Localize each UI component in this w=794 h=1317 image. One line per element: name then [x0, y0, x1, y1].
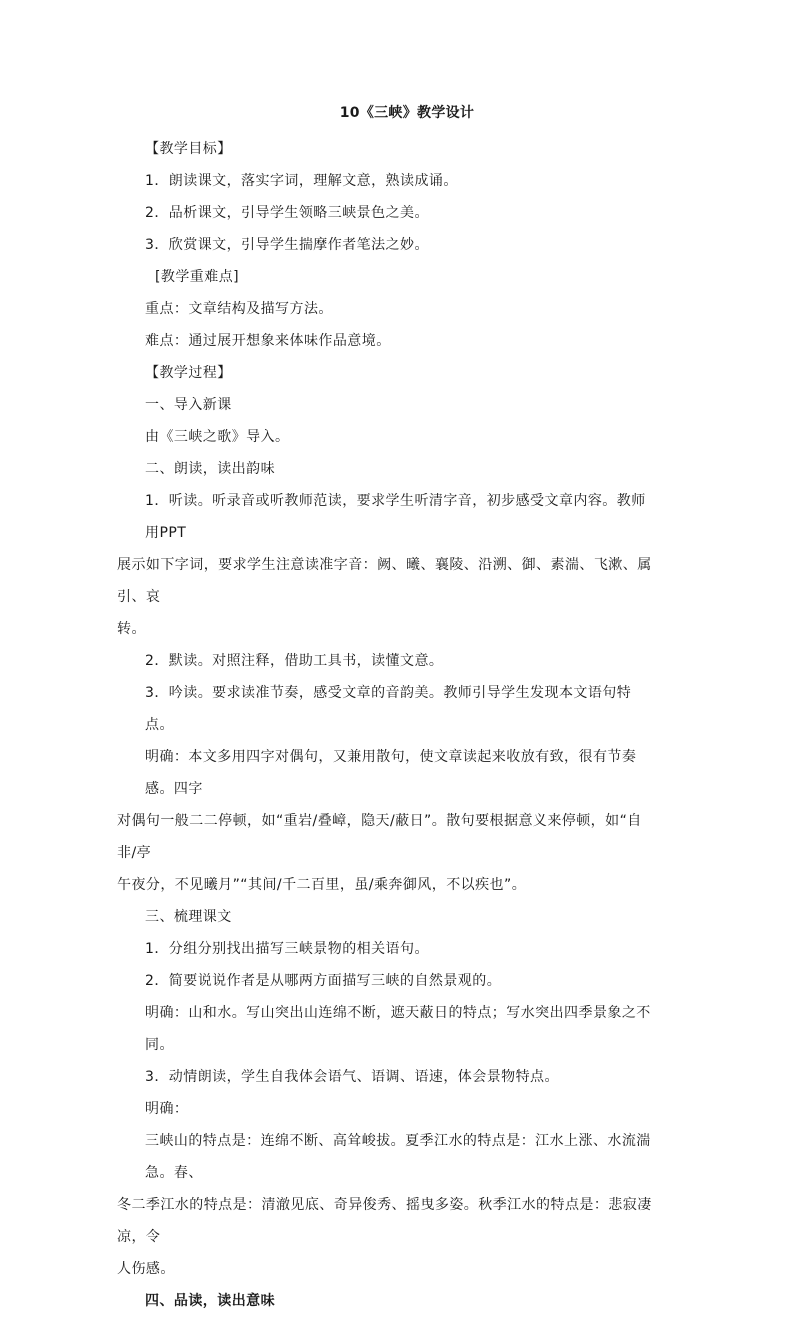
paragraph-line: 三峡山的特点是：连绵不断、高耸峻拔。夏季江水的特点是：江水上涨、水流湍急。春、 — [145, 1133, 651, 1181]
goal-item: 2．品析课文，引导学生领略三峡景色之美。 — [145, 205, 429, 221]
paragraph-line: 1．分组分别找出描写三峡景物的相关语句。 — [145, 941, 429, 957]
document-title: 10《三峡》教学设计 — [339, 105, 475, 121]
section-heading: 四、品读，读出意味 — [145, 1293, 276, 1309]
paragraph-line: 2．默读。对照注释，借助工具书，读懂文意。 — [145, 653, 444, 669]
paragraph-line: 人伤感。 — [117, 1261, 175, 1277]
goal-item: 3．欣赏课文，引导学生揣摩作者笔法之妙。 — [145, 237, 429, 253]
paragraph-line: 展示如下字词，要求学生注意读准字音：阙、曦、襄陵、沿溯、御、素湍、飞漱、属引、哀 — [117, 557, 652, 605]
section-heading: 一、导入新课 — [145, 397, 232, 413]
paragraph-line: 对偶句一般二二停顿，如“重岩/叠嶂，隐天/蔽日”。散句要根据意义来停顿，如“自非/亭 — [117, 813, 642, 861]
paragraph-line: 午夜分，不见曦月”“其间/千二百里，虽/乘奔御风，不以疾也”。 — [117, 877, 527, 893]
goal-item: 1．朗读课文，落实字词，理解文意，熟读成诵。 — [145, 173, 458, 189]
process-heading: 【教学过程】 — [145, 365, 232, 381]
section-text: 由《三峡之歌》导入。 — [145, 429, 290, 445]
paragraph-line: 1．听读。听录音或听教师范读，要求学生听清字音，初步感受文章内容。教师用PPT — [145, 493, 646, 541]
paragraph-line: 3．动情朗读，学生自我体会语气、语调、语速，体会景物特点。 — [145, 1069, 559, 1085]
paragraph-line: 3．吟读。要求读准节奏，感受文章的音韵美。教师引导学生发现本文语句特点。 — [145, 685, 632, 733]
document-body — [117, 103, 659, 1317]
paragraph-line: 冬二季江水的特点是：清澈见底、奇异俊秀、摇曳多姿。秋季江水的特点是：悲寂凄凉，令 — [117, 1197, 652, 1245]
key-point: 重点：文章结构及描写方法。 — [145, 301, 333, 317]
section-heading: 三、梳理课文 — [145, 909, 232, 925]
paragraph-line: 明确： — [145, 1101, 189, 1117]
paragraph-line: 转。 — [117, 621, 146, 637]
paragraph-line: 明确：山和水。写山突出山连绵不断，遮天蔽日的特点；写水突出四季景象之不同。 — [145, 1005, 651, 1053]
paragraph-line: 明确：本文多用四字对偶句，又兼用散句，使文章读起来收放有致，很有节奏感。四字 — [145, 749, 637, 797]
section-heading: 二、朗读，读出韵味 — [145, 461, 276, 477]
goals-heading: 【教学目标】 — [145, 141, 232, 157]
paragraph-line: 2．简要说说作者是从哪两方面描写三峡的自然景观的。 — [145, 973, 502, 989]
key-difficult-heading: [教学重难点] — [155, 269, 240, 285]
difficult-point: 难点：通过展开想象来体味作品意境。 — [145, 333, 391, 349]
